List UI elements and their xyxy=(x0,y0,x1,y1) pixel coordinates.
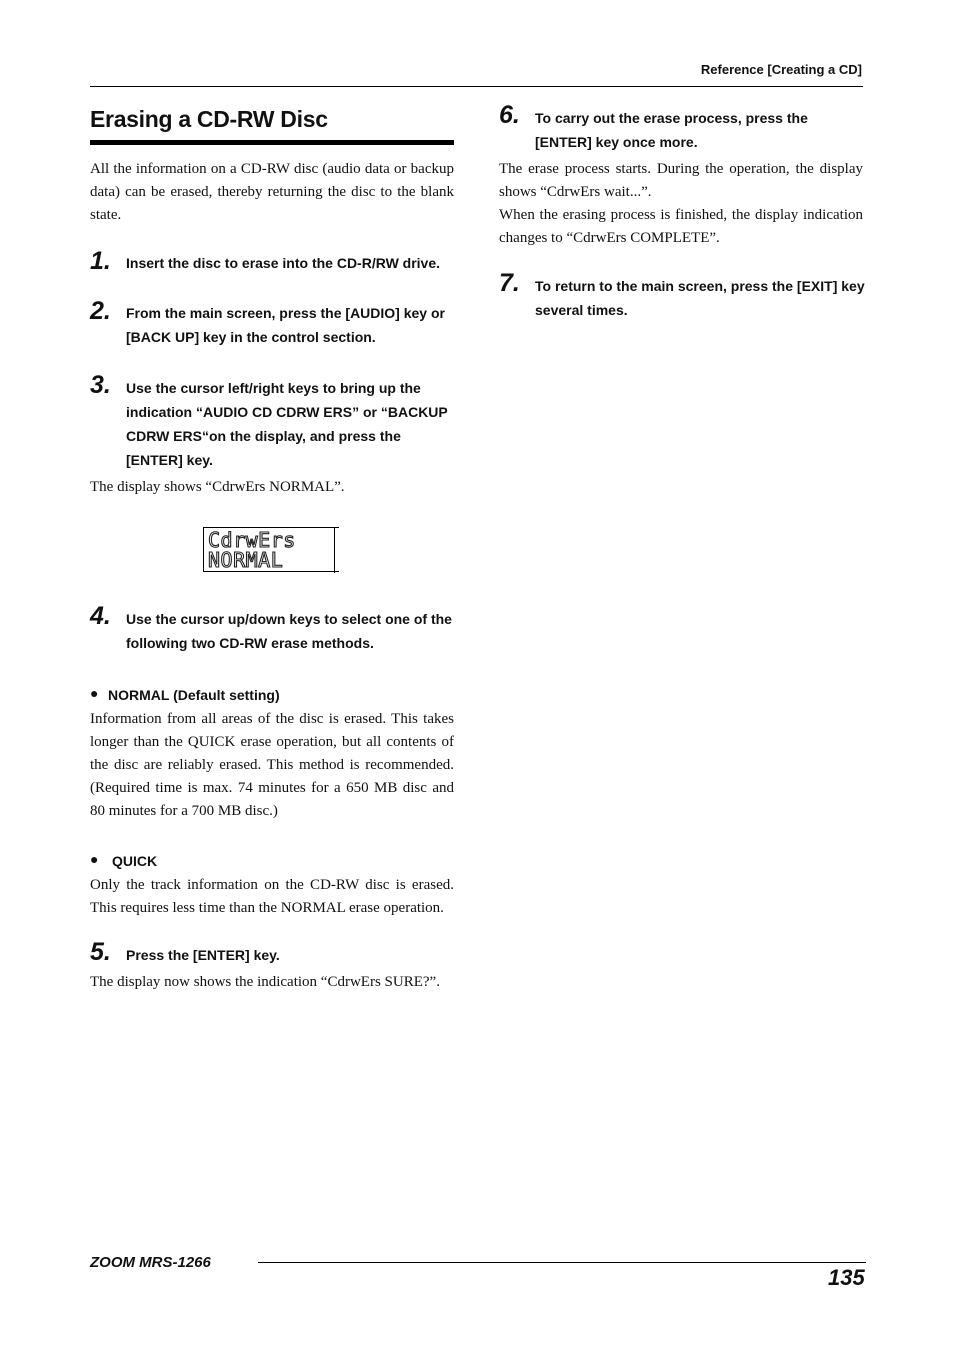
intro-paragraph: All the information on a CD-RW disc (audio data or backup data) can be erased, thereby returning the disc to the blank state. xyxy=(90,161,454,223)
step-1-number: 1. xyxy=(90,247,111,275)
footer-divider xyxy=(258,1262,866,1263)
step-6-note-2: When the erasing process is finished, the display indication changes to “CdrwErs COMPLETE”. xyxy=(499,207,863,246)
step-7-instruction: To return to the main screen, press the [EXIT] key several times. xyxy=(535,278,865,318)
step-6-instruction: To carry out the erase process, press the [ENTER] key once more. xyxy=(535,110,808,150)
step-4-number: 4. xyxy=(90,602,111,630)
running-header: Reference [Creating a CD] xyxy=(700,62,862,77)
section-title-underline xyxy=(90,140,454,145)
footer-product-name: ZOOM MRS-1266 xyxy=(90,1254,211,1271)
step-5-instruction: Press the [ENTER] key. xyxy=(126,947,280,963)
step-3-number: 3. xyxy=(90,371,111,399)
header-divider xyxy=(90,86,863,87)
step-5-note: The display now shows the indication “CdrwErs SURE?”. xyxy=(90,974,440,990)
step-5-number: 5. xyxy=(90,938,111,966)
bullet-icon: ● xyxy=(90,853,99,868)
step-6-number: 6. xyxy=(499,101,520,129)
method-normal-title: NORMAL (Default setting) xyxy=(108,687,280,703)
step-3-instruction: Use the cursor left/right keys to bring up the indication “AUDIO CD CDRW ERS” or “BACKUP CDRW ERS“on the display, and press the [ENTER] key. xyxy=(126,380,448,468)
section-title: Erasing a CD-RW Disc xyxy=(90,106,328,132)
step-3-note: The display shows “CdrwErs NORMAL”. xyxy=(90,479,345,495)
step-1-instruction: Insert the disc to erase into the CD-R/RW drive. xyxy=(126,255,441,271)
lcd-display xyxy=(203,527,339,572)
step-6-note-1: The erase process starts. During the operation, the display shows “CdrwErs wait...”. xyxy=(499,161,863,200)
step-2-number: 2. xyxy=(90,297,111,325)
bullet-icon: ● xyxy=(90,687,99,702)
method-quick-description: Only the track information on the CD-RW disc is erased. This requires less time than the NORMAL erase operation. xyxy=(90,877,454,916)
step-4-instruction: Use the cursor up/down keys to select one of the following two CD-RW erase methods. xyxy=(126,611,452,651)
step-7-number: 7. xyxy=(499,269,520,297)
lcd-right-edge xyxy=(334,527,335,573)
lcd-line-2: NORMAL xyxy=(208,548,284,572)
page-number: 135 xyxy=(828,1265,865,1290)
step-2-instruction: From the main screen, press the [AUDIO] key or [BACK UP] key in the control section. xyxy=(126,305,445,345)
method-normal-description: Information from all areas of the disc is erased. This takes longer than the QUICK erase operation, but all contents of the disc are reliably erased. This method is recommended. (Required time is max. 74 minutes for a 650 MB disc and 80 minutes for a 700 MB disc.) xyxy=(90,711,454,819)
lcd-line-1: CdrwErs xyxy=(208,528,296,552)
method-quick-title: QUICK xyxy=(112,853,158,869)
